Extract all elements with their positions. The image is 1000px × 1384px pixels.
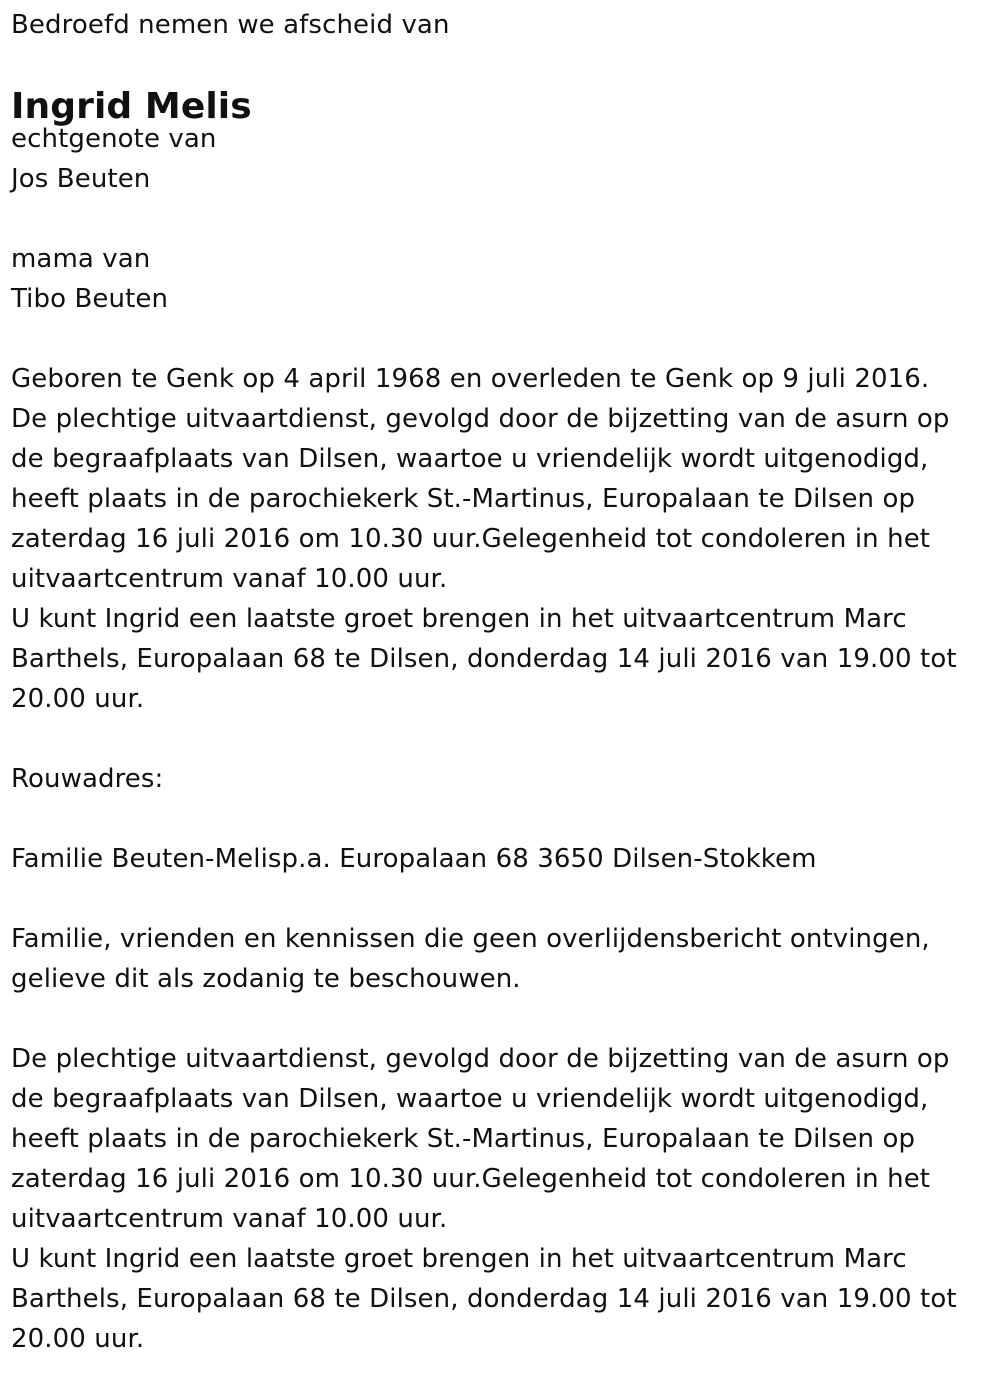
paragraph-line: U kunt Ingrid een laatste groet brengen in het uitvaartcentrum Marc — [11, 604, 907, 634]
paragraph-line: 20.00 uur. — [11, 684, 145, 714]
paragraph-line: Familie, vrienden en kennissen die geen overlijdensbericht ontvingen, — [11, 924, 930, 954]
spacer — [11, 319, 986, 359]
paragraph-line: 20.00 uur. — [11, 1324, 145, 1354]
paragraph-service-details-repeat — [11, 1039, 986, 1359]
paragraph-line: uitvaartcentrum vanaf 10.00 uur. — [11, 564, 448, 594]
paragraph-service-details — [11, 359, 986, 719]
child-name: Tibo Beuten — [11, 284, 169, 314]
spouse-name: Jos Beuten — [11, 164, 151, 194]
paragraph-line: zaterdag 16 juli 2016 om 10.30 uur.Gelegenheid tot condoleren in het — [11, 524, 931, 554]
spacer — [11, 999, 986, 1039]
paragraph-notice — [11, 919, 986, 999]
paragraph-line: de begraafplaats van Dilsen, waartoe u vriendelijk wordt uitgenodigd, — [11, 444, 929, 474]
relation-child-label: mama van — [11, 244, 151, 274]
spacer — [11, 719, 986, 759]
obituary-document — [11, 0, 986, 1359]
intro-text: Bedroefd nemen we afscheid van — [11, 10, 450, 40]
paragraph-line: Barthels, Europalaan 68 te Dilsen, donderdag 14 juli 2016 van 19.00 tot — [11, 644, 957, 674]
paragraph-line: uitvaartcentrum vanaf 10.00 uur. — [11, 1204, 448, 1234]
paragraph-line: gelieve dit als zodanig te beschouwen. — [11, 964, 521, 994]
spacer — [11, 799, 986, 839]
address-label: Rouwadres: — [11, 764, 164, 794]
spacer — [11, 879, 986, 919]
paragraph-line: heeft plaats in de parochiekerk St.-Martinus, Europalaan te Dilsen op — [11, 484, 916, 514]
relation-spouse-label: echtgenote van — [11, 124, 217, 154]
mourning-address: Familie Beuten-Melisp.a. Europalaan 68 3650 Dilsen-Stokkem — [11, 844, 817, 874]
paragraph-line: Barthels, Europalaan 68 te Dilsen, donderdag 14 juli 2016 van 19.00 tot — [11, 1284, 957, 1314]
deceased-name: Ingrid Melis — [11, 86, 252, 127]
paragraph-line: De plechtige uitvaartdienst, gevolgd door de bijzetting van de asurn op — [11, 1044, 950, 1074]
paragraph-line: De plechtige uitvaartdienst, gevolgd door de bijzetting van de asurn op — [11, 404, 950, 434]
paragraph-line: de begraafplaats van Dilsen, waartoe u vriendelijk wordt uitgenodigd, — [11, 1084, 929, 1114]
spacer — [11, 199, 986, 239]
paragraph-line: U kunt Ingrid een laatste groet brengen in het uitvaartcentrum Marc — [11, 1244, 907, 1274]
paragraph-line: Geboren te Genk op 4 april 1968 en overleden te Genk op 9 juli 2016. — [11, 364, 930, 394]
paragraph-line: zaterdag 16 juli 2016 om 10.30 uur.Gelegenheid tot condoleren in het — [11, 1164, 931, 1194]
paragraph-line: heeft plaats in de parochiekerk St.-Martinus, Europalaan te Dilsen op — [11, 1124, 916, 1154]
